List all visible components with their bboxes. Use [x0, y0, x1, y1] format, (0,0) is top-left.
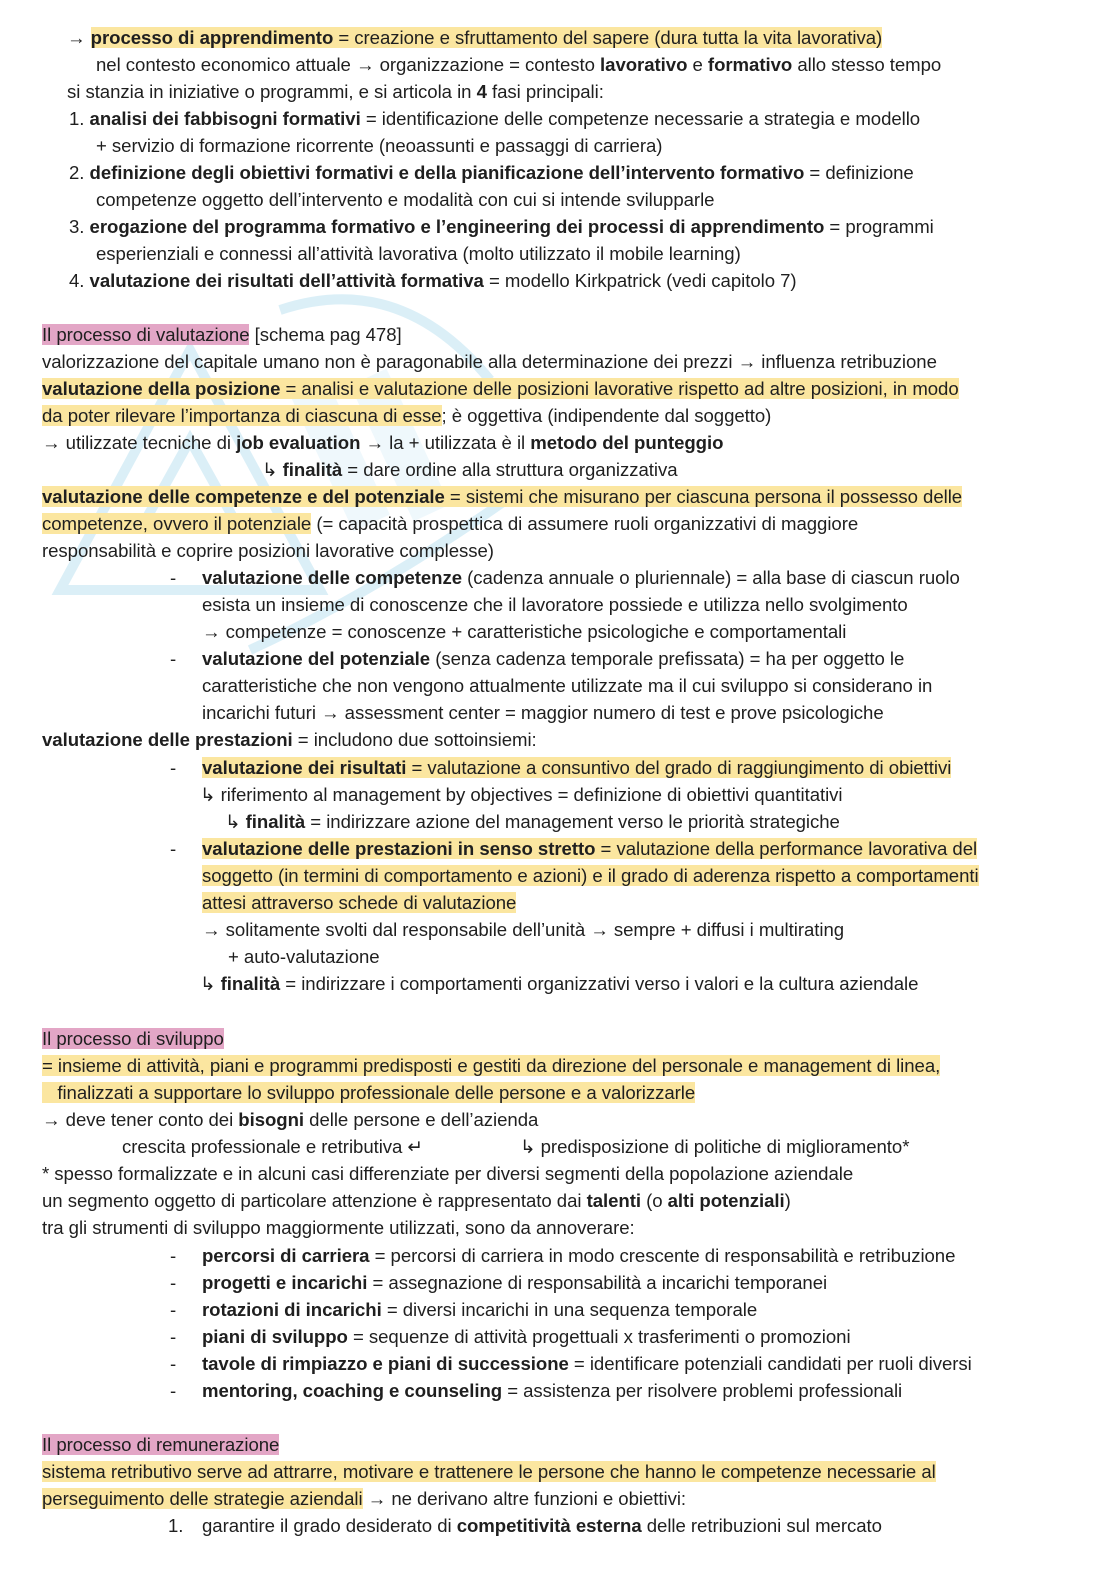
section-heading: Il processo di sviluppo [42, 1028, 224, 1049]
list-item: 1. analisi dei fabbisogni formativi = identificazione delle competenze necessarie a strategia e modello [69, 108, 921, 129]
text-line: + auto-valutazione [228, 946, 380, 967]
text-line: perseguimento delle strategie aziendali → ne derivano altre funzioni e obiettivi: [42, 1488, 687, 1509]
text-line: caratteristiche che non vengono attualmente utilizzate ma il cui sviluppo si considerano in [202, 675, 933, 696]
text-line: + servizio di formazione ricorrente (neoassunti e passaggi di carriera) [96, 135, 663, 156]
bullet-dash: - [170, 648, 177, 669]
text-line: valutazione della posizione = analisi e valutazione delle posizioni lavorative rispetto ad altre posizioni, in modo [42, 378, 959, 399]
text-line: = insieme di attività, piani e programmi predisposti e gestiti da direzione del personale e management di linea, [42, 1055, 941, 1076]
text-line: da poter rilevare l’importanza di ciascuna di esse; è oggettiva (indipendente dal soggetto) [42, 405, 772, 426]
section-heading: Il processo di valutazione [schema pag 478] [42, 324, 402, 345]
text-line: esperienziali e connessi all’attività lavorativa (molto utilizzato il mobile learning) [96, 243, 741, 264]
list-item: garantire il grado desiderato di competitività esterna delle retribuzioni sul mercato [202, 1515, 882, 1536]
bullet-dash: - [170, 1353, 177, 1374]
text-line: ↳ finalità = indirizzare i comportamenti organizzativi verso i valori e la cultura aziendale [200, 973, 919, 994]
text-line: nel contesto economico attuale → organizzazione = contesto lavorativo e formativo allo stesso tempo [96, 54, 942, 75]
text-line: crescita professionale e retributiva ↵ [122, 1136, 423, 1157]
text-line: ↳ predisposizione di politiche di miglioramento* [520, 1136, 910, 1157]
list-item: valutazione dei risultati = valutazione a consuntivo del grado di raggiungimento di obiettivi [202, 757, 952, 778]
list-item: percorsi di carriera = percorsi di carriera in modo crescente di responsabilità e retribuzione [202, 1245, 956, 1266]
text-line: valutazione delle competenze e del potenziale = sistemi che misurano per ciascuna persona il possesso delle [42, 486, 963, 507]
bullet-dash: - [170, 1299, 177, 1320]
list-item: valutazione delle competenze (cadenza annuale o pluriennale) = alla base di ciascun ruolo [202, 567, 960, 588]
list-item: 4. valutazione dei risultati dell’attività formativa = modello Kirkpatrick (vedi capitolo 7) [69, 270, 797, 291]
list-item: 2. definizione degli obiettivi formativi e della pianificazione dell’intervento formativo = definizione [69, 162, 914, 183]
text-line: un segmento oggetto di particolare attenzione è rappresentato dai talenti (o alti potenziali) [42, 1190, 791, 1211]
text-line: → processo di apprendimento = creazione e sfruttamento del sapere (dura tutta la vita lavorativa) [67, 27, 883, 48]
section-heading: Il processo di remunerazione [42, 1434, 280, 1455]
text-line: → deve tener conto dei bisogni delle persone e dell’azienda [42, 1109, 539, 1130]
bullet-dash: - [170, 1380, 177, 1401]
bullet-dash: - [170, 1326, 177, 1347]
text-line: competenze oggetto dell’intervento e modalità con cui si intende svilupparle [96, 189, 715, 210]
text-line: si stanzia in iniziative o programmi, e si articola in 4 fasi principali: [67, 81, 604, 102]
list-item: mentoring, coaching e counseling = assistenza per risolvere problemi professionali [202, 1380, 903, 1401]
text-line: ↳ finalità = indirizzare azione del management verso le priorità strategiche [225, 811, 840, 832]
list-item: 3. erogazione del programma formativo e l’engineering dei processi di apprendimento = programmi [69, 216, 934, 237]
text-line: competenze, ovvero il potenziale (= capacità prospettica di assumere ruoli organizzativi di maggiore [42, 513, 859, 534]
text-line: → competenze = conoscenze + caratteristiche psicologiche e comportamentali [202, 621, 847, 642]
text-line: incarichi futuri → assessment center = maggior numero di test e prove psicologiche [202, 702, 884, 723]
list-item: progetti e incarichi = assegnazione di responsabilità a incarichi temporanei [202, 1272, 828, 1293]
bullet-dash: - [170, 838, 177, 859]
text-line: tra gli strumenti di sviluppo maggiormente utilizzati, sono da annoverare: [42, 1217, 635, 1238]
list-item: piani di sviluppo = sequenze di attività progettuali x trasferimenti o promozioni [202, 1326, 851, 1347]
list-item: valutazione del potenziale (senza cadenza temporale prefissata) = ha per oggetto le [202, 648, 905, 669]
text-line: * spesso formalizzate e in alcuni casi differenziate per diversi segmenti della popolazione aziendale [42, 1163, 854, 1184]
text-line: esista un insieme di conoscenze che il lavoratore possiede e utilizza nello svolgimento [202, 594, 908, 615]
text-line: → utilizzate tecniche di job evaluation → la + utilizzata è il metodo del punteggio [42, 432, 724, 453]
text-line: → solitamente svolti dal responsabile dell’unità → sempre + diffusi i multirating [202, 919, 845, 940]
list-item: rotazioni di incarichi = diversi incarichi in una sequenza temporale [202, 1299, 758, 1320]
text-line: attesi attraverso schede di valutazione [202, 892, 517, 913]
list-item: tavole di rimpiazzo e piani di successione = identificare potenziali candidati per ruoli diversi [202, 1353, 972, 1374]
bullet-dash: - [170, 1245, 177, 1266]
text-line: valutazione delle prestazioni = includono due sottoinsiemi: [42, 729, 537, 750]
list-item: valutazione delle prestazioni in senso stretto = valutazione della performance lavorativa del [202, 838, 978, 859]
list-number: 1. [168, 1515, 184, 1536]
text-line: ↳ riferimento al management by objectives = definizione di obiettivi quantitativi [200, 784, 843, 805]
bullet-dash: - [170, 1272, 177, 1293]
text-line: ↳ finalità = dare ordine alla struttura organizzativa [262, 459, 678, 480]
text-line: valorizzazione del capitale umano non è paragonabile alla determinazione dei prezzi → influenza retribuzione [42, 351, 937, 372]
bullet-dash: - [170, 567, 177, 588]
bullet-dash: - [170, 757, 177, 778]
text-line: finalizzati a supportare lo sviluppo professionale delle persone e a valorizzarle [42, 1079, 695, 1106]
text-line: responsabilità e coprire posizioni lavorative complesse) [42, 540, 494, 561]
text-line: soggetto (in termini di comportamento e azioni) e il grado di aderenza rispetto a comportamenti [202, 865, 979, 886]
text-line: sistema retributivo serve ad attrarre, motivare e trattenere le persone che hanno le competenze necessarie al [42, 1461, 936, 1482]
